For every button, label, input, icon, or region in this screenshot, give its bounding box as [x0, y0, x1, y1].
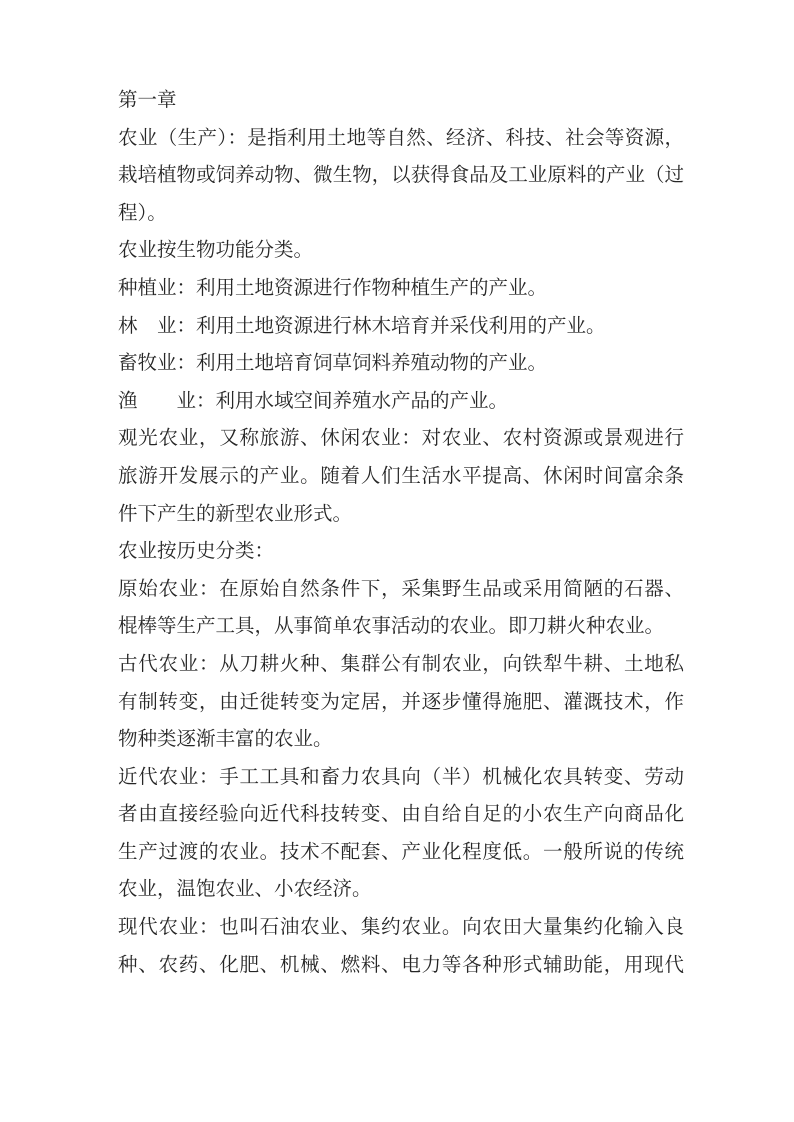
text-line: 有制转变，由迁徙转变为定居，并逐步懂得施肥、灌溉技术，作: [118, 689, 684, 713]
paragraph: [118, 764, 684, 914]
text-line: 物种类逐渐丰富的农业。: [118, 727, 333, 751]
text-line: 农业（生产）：是指利用土地等自然、经济、科技、社会等资源，: [118, 125, 684, 149]
paragraph: [118, 538, 684, 576]
text-line: 第一章: [118, 88, 177, 111]
text-line: 古代农业：从刀耕火种、集群公有制农业，向铁犁牛耕、土地私: [118, 651, 684, 675]
paragraph: [118, 425, 684, 538]
paragraph: [118, 914, 684, 989]
text-line: 林 业：利用土地资源进行林木培育并采伐利用的产业。: [118, 313, 606, 337]
text-line: 农业，温饱农业、小农经济。: [118, 877, 372, 901]
text-line: 者由直接经验向近代科技转变、由自给自足的小农生产向商品化: [118, 802, 684, 826]
paragraph: [118, 350, 684, 388]
text-line: 旅游开发展示的产业。随着人们生活水平提高、休闲时间富余条: [118, 463, 684, 487]
paragraph: [118, 388, 684, 426]
text-line: 种植业：利用土地资源进行作物种植生产的产业。: [118, 275, 548, 299]
text-line: 棍棒等生产工具，从事简单农事活动的农业。即刀耕火种农业。: [118, 614, 665, 638]
paragraph: [118, 275, 684, 313]
text-line: 渔 业：利用水域空间养殖水产品的产业。: [118, 388, 509, 412]
text-line: 生产过渡的农业。技术不配套、产业化程度低。一般所说的传统: [118, 839, 684, 863]
text-line: 农业按生物功能分类。: [118, 238, 314, 262]
text-line: 件下产生的新型农业形式。: [118, 501, 353, 525]
paragraph: [118, 651, 684, 764]
text-line: 现代农业：也叫石油农业、集约农业。向农田大量集约化输入良: [118, 915, 684, 939]
text-line: 近代农业：手工工具和畜力农具向（半）机械化农具转变、劳动: [118, 764, 684, 788]
paragraph: [118, 125, 684, 238]
text-line: 畜牧业：利用土地培育饲草饲料养殖动物的产业。: [118, 351, 548, 375]
paragraph: [118, 576, 684, 651]
text-line: 种、农药、化肥、机械、燃料、电力等各种形式辅助能，用现代: [118, 952, 684, 976]
text-line: 原始农业：在原始自然条件下，采集野生品或采用简陋的石器、: [118, 576, 684, 600]
text-line: 农业按历史分类：: [118, 539, 275, 563]
text-line: 程）。: [118, 200, 167, 224]
text-line: 观光农业，又称旅游、休闲农业：对农业、农村资源或景观进行: [118, 426, 684, 450]
paragraph: [118, 237, 684, 275]
chapter-heading: [118, 87, 684, 125]
document-page: [118, 87, 684, 989]
text-line: 栽培植物或饲养动物、微生物，以获得食品及工业原料的产业（过: [118, 163, 684, 187]
paragraph: [118, 313, 684, 351]
